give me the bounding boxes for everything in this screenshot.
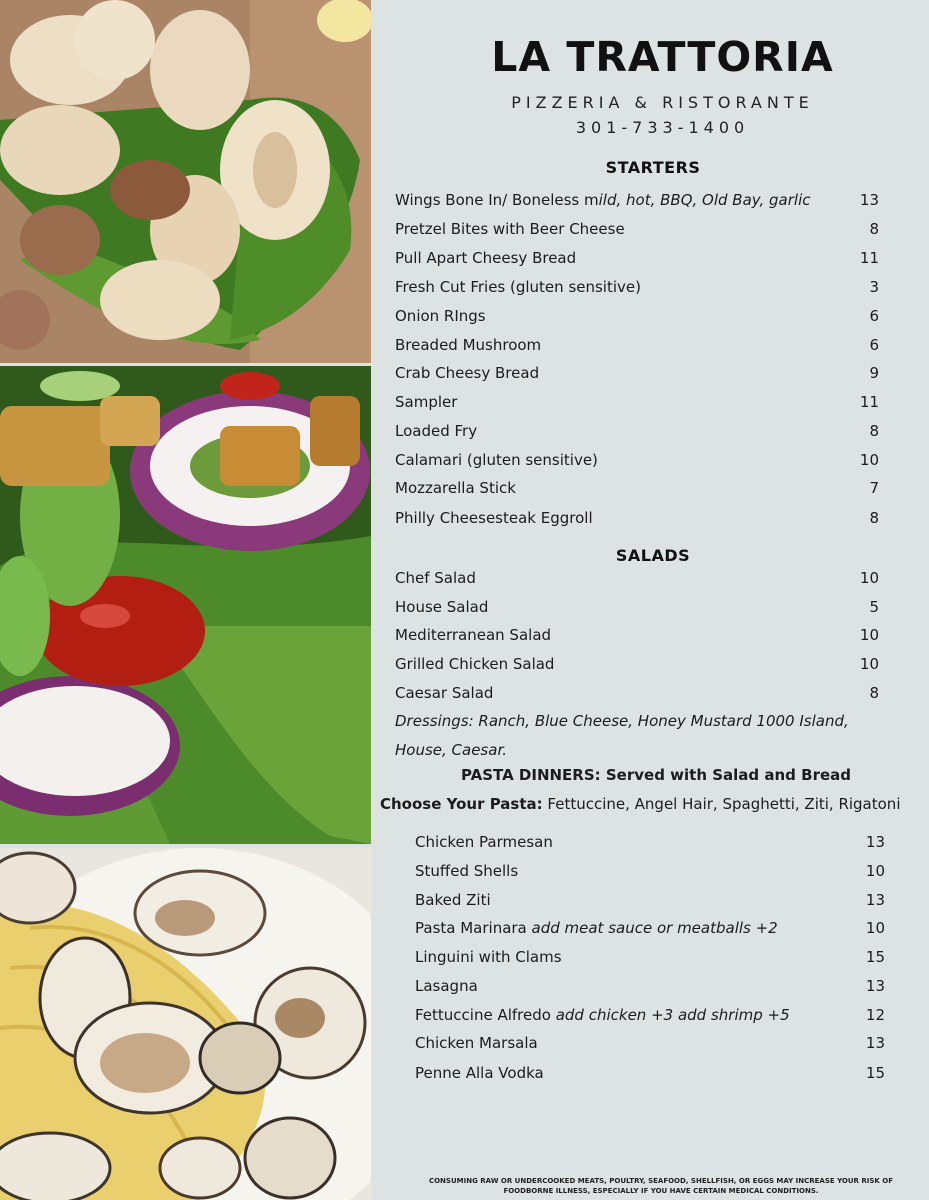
menu-item — [395, 596, 879, 618]
allergy-disclaimer — [401, 1176, 921, 1196]
pasta-choice-label: Choose Your Pasta: — [380, 795, 543, 813]
item-price: 8 — [869, 509, 879, 527]
item-price: 13 — [865, 1034, 885, 1052]
restaurant-phone: 301-733-1400 — [575, 118, 750, 137]
item-price: 12 — [865, 1006, 885, 1024]
item-price: 13 — [865, 833, 885, 851]
menu-item — [415, 1062, 885, 1084]
menu-item — [395, 247, 879, 269]
menu-item — [415, 1004, 885, 1026]
item-price: 10 — [859, 626, 879, 644]
photo-column — [0, 0, 371, 1200]
item-name: Linguini with Clams — [415, 948, 562, 966]
menu-item — [395, 218, 879, 240]
item-name: Baked Ziti — [415, 891, 491, 909]
item-price: 13 — [859, 191, 879, 209]
item-name: Pretzel Bites with Beer Cheese — [395, 220, 625, 238]
item-name: Caesar Salad — [395, 684, 494, 702]
linguini-clams-photo — [0, 848, 371, 1200]
starters-title: STARTERS — [605, 158, 701, 177]
item-price: 8 — [869, 684, 879, 702]
item-price: 3 — [869, 278, 879, 296]
menu-item — [395, 391, 879, 413]
item-name: Breaded Mushroom — [395, 336, 542, 354]
menu-item — [415, 1032, 885, 1054]
item-price: 6 — [869, 307, 879, 325]
item-price: 13 — [865, 977, 885, 995]
item-price: 10 — [859, 451, 879, 469]
item-name: Onion RIngs — [395, 307, 486, 325]
item-price: 9 — [869, 364, 879, 382]
menu-item — [415, 917, 885, 939]
menu-item — [415, 889, 885, 911]
dressings-line: House, Caesar. — [395, 741, 508, 759]
item-name: Calamari (gluten sensitive) — [395, 451, 598, 469]
item-name: Chef Salad — [395, 569, 476, 587]
item-price: 10 — [859, 655, 879, 673]
item-name: Fresh Cut Fries (gluten sensitive) — [395, 278, 641, 296]
item-price: 11 — [859, 393, 879, 411]
item-price: 15 — [865, 948, 885, 966]
dressings-line: Dressings: Ranch, Blue Cheese, Honey Mustard 1000 Island, — [395, 712, 849, 730]
item-name: Philly Cheesesteak Eggroll — [395, 509, 593, 527]
item-name: Mozzarella Stick — [395, 479, 516, 497]
menu-item — [415, 975, 885, 997]
item-price: 15 — [865, 1064, 885, 1082]
menu-item — [395, 477, 879, 499]
item-price: 8 — [869, 220, 879, 238]
restaurant-name: LA TRATTORIA — [491, 33, 834, 81]
menu-item — [395, 276, 879, 298]
menu-item — [395, 682, 879, 704]
salad-photo — [0, 366, 371, 844]
item-name: Wings Bone In/ Boneless m — [395, 191, 599, 209]
menu-item — [415, 831, 885, 853]
menu-item — [415, 860, 885, 882]
item-price: 5 — [869, 598, 879, 616]
item-price: 10 — [865, 862, 885, 880]
item-name: Chicken Parmesan — [415, 833, 553, 851]
item-name: Mediterranean Salad — [395, 626, 552, 644]
dressings-note — [395, 707, 895, 765]
item-name: Lasagna — [415, 977, 478, 995]
menu-item — [395, 362, 879, 384]
item-name: Sampler — [395, 393, 458, 411]
restaurant-subtitle: PIZZERIA & RISTORANTE — [511, 93, 814, 112]
item-price: 6 — [869, 336, 879, 354]
disclaimer-line: FOODBORNE ILLNESS, ESPECIALLY IF YOU HAVE CERTAIN MEDICAL CONDITIONS. — [503, 1187, 819, 1195]
item-price: 11 — [859, 249, 879, 267]
item-name: Chicken Marsala — [415, 1034, 538, 1052]
menu-panel — [371, 0, 929, 1200]
item-note: add meat sauce or meatballs +2 — [531, 919, 778, 937]
menu-item — [395, 334, 879, 356]
menu-item — [395, 567, 879, 589]
pasta-choice-line — [380, 795, 900, 813]
item-price: 10 — [865, 919, 885, 937]
item-price: 7 — [869, 479, 879, 497]
item-note: add chicken +3 add shrimp +5 — [555, 1006, 790, 1024]
item-name: Fettuccine Alfredo — [415, 1006, 556, 1024]
item-name: Loaded Fry — [395, 422, 478, 440]
disclaimer-line: CONSUMING RAW OR UNDERCOOKED MEATS, POULTRY, SEAFOOD, SHELLFISH, OR EGGS MAY INCREASE YOUR RISK OF — [428, 1177, 894, 1185]
calamari-photo — [0, 0, 371, 363]
item-name: House Salad — [395, 598, 489, 616]
item-price: 13 — [865, 891, 885, 909]
menu-item — [395, 653, 879, 675]
item-name: Pasta Marinara — [415, 919, 532, 937]
menu-item — [395, 624, 879, 646]
item-price: 8 — [869, 422, 879, 440]
menu-item — [395, 449, 879, 471]
menu-item — [395, 305, 879, 327]
item-name: Stuffed Shells — [415, 862, 519, 880]
pasta-header: PASTA DINNERS: Served with Salad and Bread — [460, 766, 851, 784]
item-name: Grilled Chicken Salad — [395, 655, 555, 673]
item-name: Pull Apart Cheesy Bread — [395, 249, 577, 267]
pasta-choice-options: Fettuccine, Angel Hair, Spaghetti, Ziti, Rigatoni — [542, 795, 901, 813]
item-price: 10 — [859, 569, 879, 587]
menu-item — [395, 420, 879, 442]
item-name: Penne Alla Vodka — [415, 1064, 544, 1082]
menu-item — [395, 507, 879, 529]
salads-title: SALADS — [615, 546, 691, 565]
item-note: ild, hot, BBQ, Old Bay, garlic — [598, 191, 811, 209]
menu-item — [415, 946, 885, 968]
item-name: Crab Cheesy Bread — [395, 364, 540, 382]
menu-item — [395, 189, 879, 211]
